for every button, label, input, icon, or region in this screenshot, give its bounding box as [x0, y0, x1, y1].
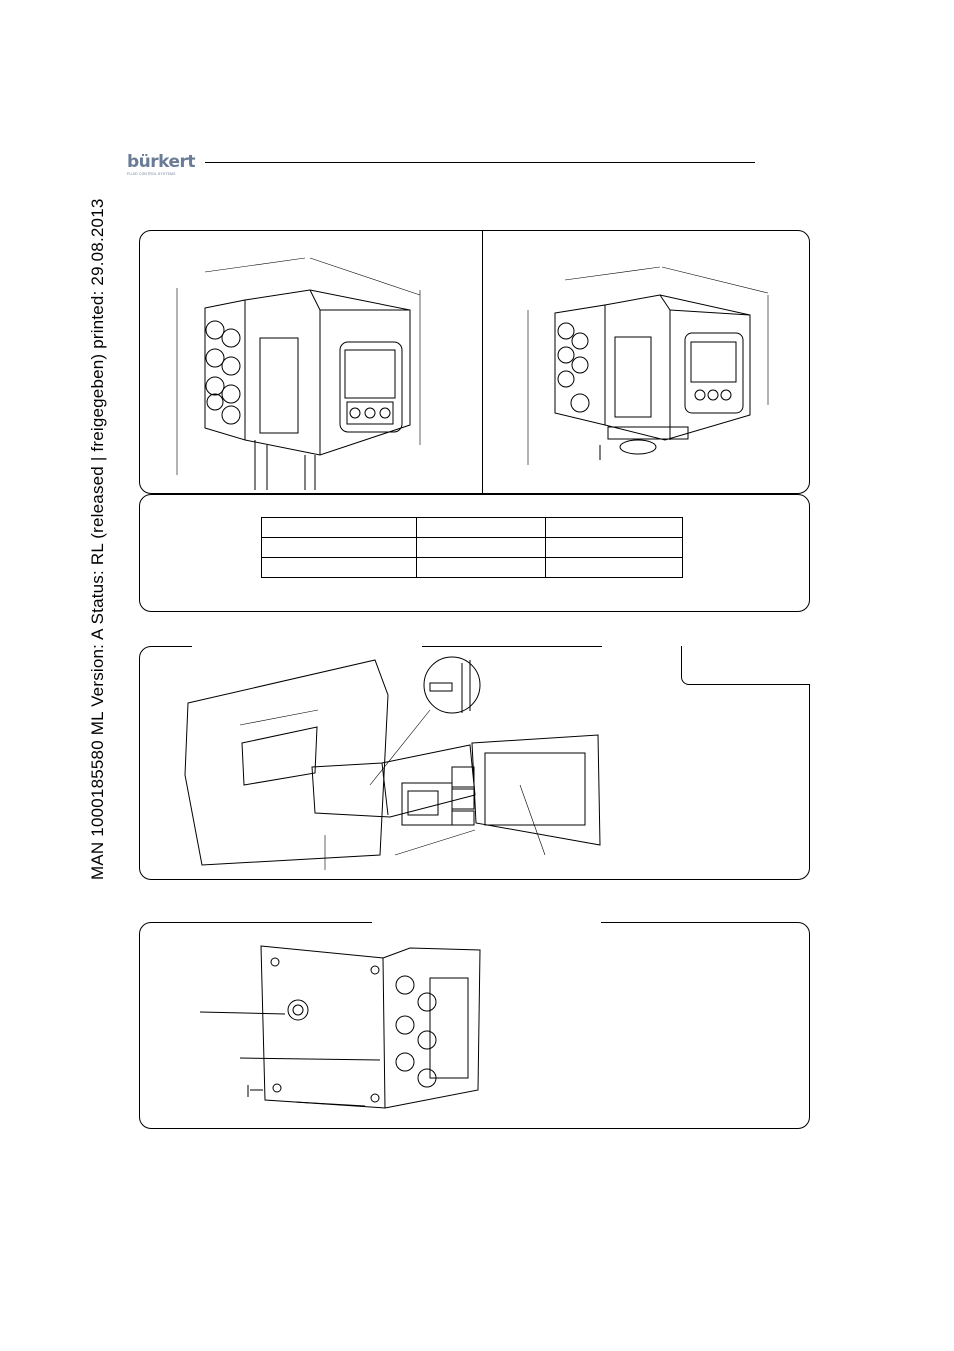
table-cell: [262, 518, 417, 538]
logo-tagline: FLUID CONTROL SYSTEMS: [127, 172, 176, 176]
table-cell: [546, 518, 683, 538]
panel-corner-tab: [681, 646, 810, 685]
table-cell: [417, 558, 546, 578]
panel-title-gap: [372, 920, 601, 924]
document-status-line: MAN 1000185580 ML Version: A Status: RL (released | freigegeben) printed: 29.08.2013: [88, 198, 107, 880]
table-cell: [262, 558, 417, 578]
table-cell: [417, 518, 546, 538]
table-cell: [262, 538, 417, 558]
table-row: [262, 518, 683, 538]
table-row: [262, 558, 683, 578]
enclosure-rear-view-drawing: [195, 940, 495, 1120]
wall-mount-enclosure-drawing: [175, 250, 475, 495]
table-cell: [546, 538, 683, 558]
table-cell: [417, 538, 546, 558]
burkert-logo: [127, 153, 195, 176]
panel-title-gap: [602, 644, 681, 648]
logo-wordmark: bürkert: [127, 152, 196, 172]
panel-divider: [482, 231, 483, 493]
table-row: [262, 538, 683, 558]
header-rule: [205, 162, 755, 163]
panel-mount-cutout-drawing: [180, 655, 620, 875]
pipe-mount-enclosure-drawing: [510, 255, 790, 475]
panel-title-gap: [192, 644, 422, 648]
specification-table: [261, 517, 683, 578]
table-cell: [546, 558, 683, 578]
